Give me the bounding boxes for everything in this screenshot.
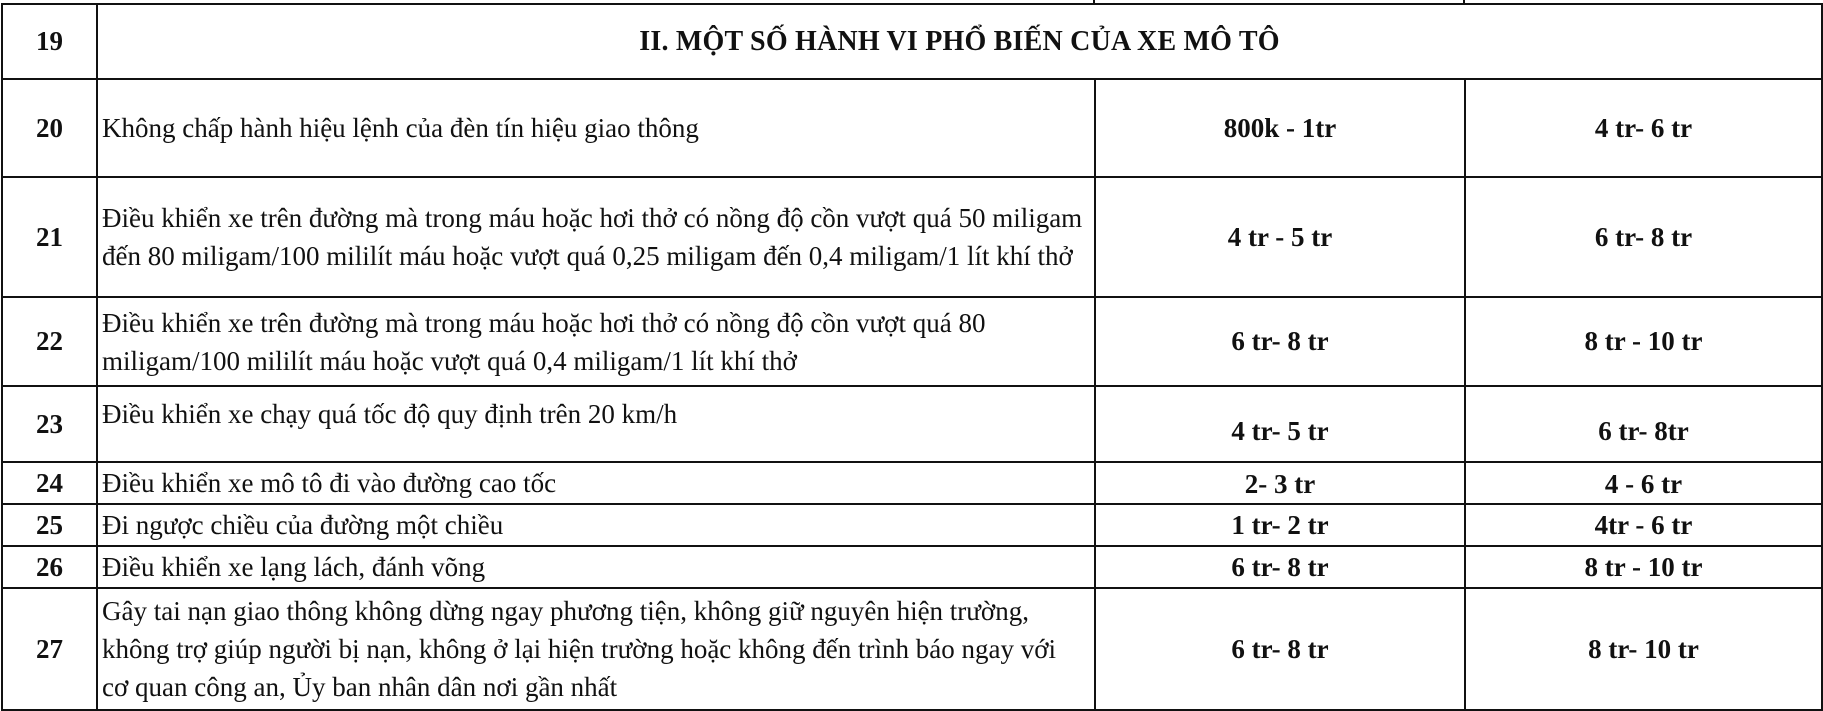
fine-range-1: 4 tr- 5 tr bbox=[1095, 386, 1465, 462]
violation-description: Điều khiển xe mô tô đi vào đường cao tốc bbox=[97, 462, 1095, 504]
table-row bbox=[2, 177, 1822, 297]
fine-range-2: 6 tr- 8tr bbox=[1465, 386, 1822, 462]
fine-range-2: 4 tr- 6 tr bbox=[1465, 79, 1822, 177]
row-number: 25 bbox=[2, 504, 97, 546]
fine-range-2: 8 tr - 10 tr bbox=[1465, 297, 1822, 386]
fine-range-2: 8 tr- 10 tr bbox=[1465, 588, 1822, 710]
table-row bbox=[2, 297, 1822, 386]
row-number: 21 bbox=[2, 177, 97, 297]
fine-range-1: 1 tr- 2 tr bbox=[1095, 504, 1465, 546]
row-number: 22 bbox=[2, 297, 97, 386]
violation-description: Gây tai nạn giao thông không dừng ngay phương tiện, không giữ nguyên hiện trường, không trợ giúp người bị nạn, không ở lại hiện trường hoặc không đến trình báo ngay với cơ quan công an, Ủy ban nhân dân nơi gần nhất bbox=[97, 588, 1095, 710]
row-number: 27 bbox=[2, 588, 97, 710]
table-row bbox=[2, 588, 1822, 710]
row-number: 20 bbox=[2, 79, 97, 177]
row-number: 24 bbox=[2, 462, 97, 504]
fine-range-2: 4tr - 6 tr bbox=[1465, 504, 1822, 546]
fine-range-1: 6 tr- 8 tr bbox=[1095, 588, 1465, 710]
fine-range-1: 800k - 1tr bbox=[1095, 79, 1465, 177]
violation-description: Điều khiển xe trên đường mà trong máu hoặc hơi thở có nồng độ cồn vượt quá 50 miligam đến 80 miligam/100 mililít máu hoặc vượt quá 0,25 miligam đến 0,4 miligam/1 lít khí thở bbox=[97, 177, 1095, 297]
table-row bbox=[2, 546, 1822, 588]
fine-range-2: 4 - 6 tr bbox=[1465, 462, 1822, 504]
violation-description: Đi ngược chiều của đường một chiều bbox=[97, 504, 1095, 546]
fine-range-1: 2- 3 tr bbox=[1095, 462, 1465, 504]
table-row bbox=[2, 79, 1822, 177]
violation-description: Điều khiển xe lạng lách, đánh võng bbox=[97, 546, 1095, 588]
row-number: 26 bbox=[2, 546, 97, 588]
motorbike-penalty-table bbox=[1, 3, 1823, 711]
violation-description: Điều khiển xe trên đường mà trong máu hoặc hơi thở có nồng độ cồn vượt quá 80 miligam/100 mililít máu hoặc vượt quá 0,4 miligam/1 lít khí thở bbox=[97, 297, 1095, 386]
table-row bbox=[2, 386, 1822, 462]
row-number: 19 bbox=[2, 4, 97, 79]
fine-range-1: 4 tr - 5 tr bbox=[1095, 177, 1465, 297]
row-number: 23 bbox=[2, 386, 97, 462]
table-row bbox=[2, 504, 1822, 546]
table-row bbox=[2, 462, 1822, 504]
fine-range-1: 6 tr- 8 tr bbox=[1095, 546, 1465, 588]
violation-description: Điều khiển xe chạy quá tốc độ quy định trên 20 km/h bbox=[97, 386, 1095, 462]
fine-range-1: 6 tr- 8 tr bbox=[1095, 297, 1465, 386]
section-title: II. MỘT SỐ HÀNH VI PHỔ BIẾN CỦA XE MÔ TÔ bbox=[97, 4, 1822, 79]
violation-description: Không chấp hành hiệu lệnh của đèn tín hiệu giao thông bbox=[97, 79, 1095, 177]
section-header-row bbox=[2, 4, 1822, 79]
fine-range-2: 8 tr - 10 tr bbox=[1465, 546, 1822, 588]
fine-range-2: 6 tr- 8 tr bbox=[1465, 177, 1822, 297]
